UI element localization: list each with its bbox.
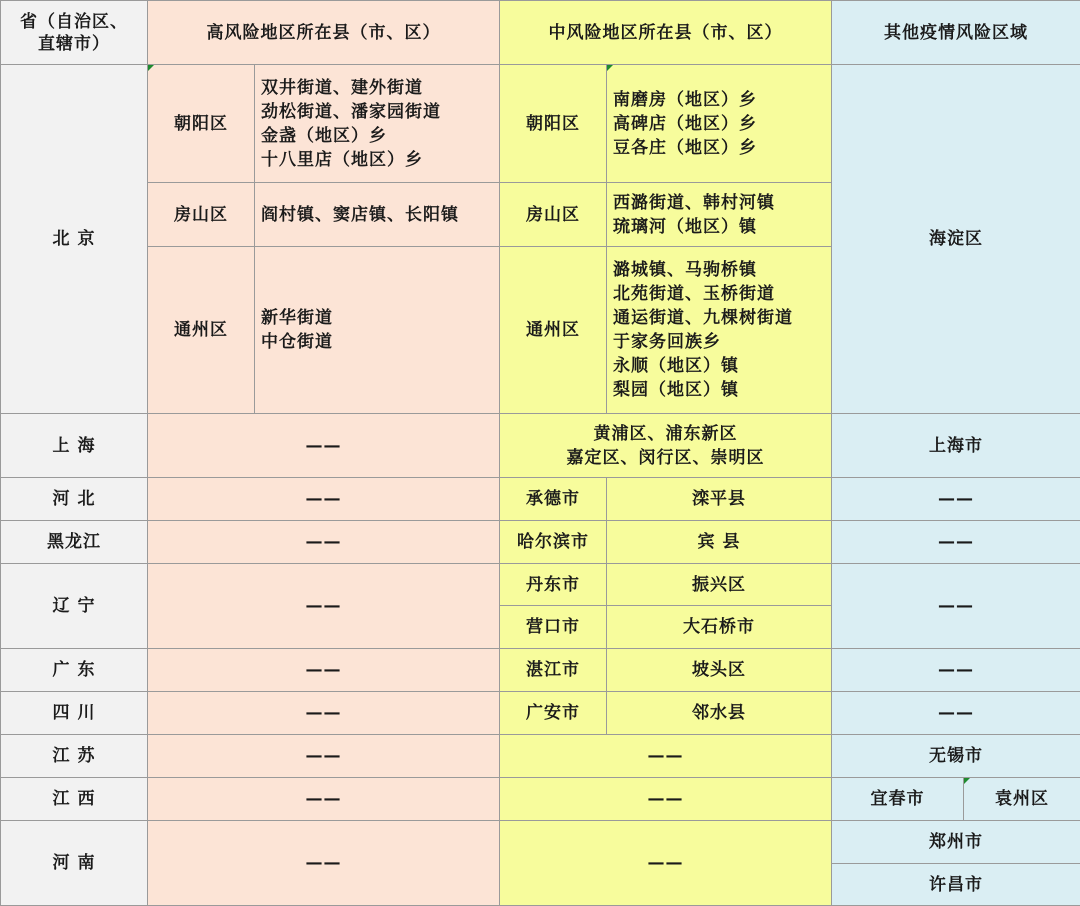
mid-areas: 潞城镇、马驹桥镇 北苑街道、玉桥街道 通运街道、九棵树街道 于家务回族乡 永顺（地区）镇 梨园（地区）镇 [607,247,832,414]
mid-area: 邻水县 [607,692,832,735]
mid-none: —— [500,735,832,778]
high-none: —— [148,692,500,735]
other-jiangsu: 无锡市 [832,735,1080,778]
high-none: —— [148,778,500,821]
other-none: —— [832,564,1080,649]
mid-city: 湛江市 [500,649,607,692]
header-row [1,1,1080,65]
mid-none: —— [500,778,832,821]
mid-areas: 西潞街道、韩村河镇 琉璃河（地区）镇 [607,183,832,247]
header-mid-risk: 中风险地区所在县（市、区） [500,1,832,65]
header-province: 省（自治区、 直辖市） [1,1,148,65]
header-other-risk: 其他疫情风险区域 [832,1,1080,65]
province-heilongjiang: 黑龙江 [1,521,148,564]
high-district: 通州区 [148,247,255,414]
province-guangdong: 广 东 [1,649,148,692]
province-shanghai: 上 海 [1,414,148,478]
other-none: —— [832,478,1080,521]
other-shanghai: 上海市 [832,414,1080,478]
mid-district: 房山区 [500,183,607,247]
high-district: 朝阳区 [148,65,255,183]
mid-district: 朝阳区 [500,65,607,183]
mid-area: 振兴区 [607,564,832,606]
high-areas: 双井街道、建外街道 劲松街道、潘家园街道 金盏（地区）乡 十八里店（地区）乡 [255,65,500,183]
province-jiangxi: 江 西 [1,778,148,821]
other-beijing: 海淀区 [832,65,1080,414]
other-none: —— [832,521,1080,564]
table-row [1,692,1080,735]
province-jiangsu: 江 苏 [1,735,148,778]
table-row [1,649,1080,692]
table-row [1,65,1080,183]
table-row [1,778,1080,821]
other-city: 郑州市 [832,821,1080,864]
other-none: —— [832,692,1080,735]
mid-areas: 南磨房（地区）乡 高碑店（地区）乡 豆各庄（地区）乡 [607,65,832,183]
other-district: 袁州区 [964,778,1080,821]
high-none: —— [148,414,500,478]
table-row [1,564,1080,606]
high-areas: 新华街道 中仓街道 [255,247,500,414]
table-row [1,521,1080,564]
high-none: —— [148,521,500,564]
other-none: —— [832,649,1080,692]
mid-area: 滦平县 [607,478,832,521]
table-row [1,414,1080,478]
mid-city: 哈尔滨市 [500,521,607,564]
mid-city: 营口市 [500,606,607,649]
mid-city: 承德市 [500,478,607,521]
mid-area: 宾 县 [607,521,832,564]
high-areas: 阎村镇、窦店镇、长阳镇 [255,183,500,247]
high-none: —— [148,564,500,649]
province-beijing: 北 京 [1,65,148,414]
other-city: 许昌市 [832,864,1080,906]
high-district: 房山区 [148,183,255,247]
table-row [1,735,1080,778]
province-hebei: 河 北 [1,478,148,521]
high-none: —— [148,649,500,692]
table-row [1,478,1080,521]
province-henan: 河 南 [1,821,148,906]
high-none: —— [148,821,500,906]
high-none: —— [148,478,500,521]
mid-city: 丹东市 [500,564,607,606]
table-row [1,821,1080,864]
mid-city: 广安市 [500,692,607,735]
mid-area: 坡头区 [607,649,832,692]
province-liaoning: 辽 宁 [1,564,148,649]
high-none: —— [148,735,500,778]
mid-area: 大石桥市 [607,606,832,649]
province-sichuan: 四 川 [1,692,148,735]
other-city: 宜春市 [832,778,964,821]
mid-none: —— [500,821,832,906]
header-high-risk: 高风险地区所在县（市、区） [148,1,500,65]
mid-areas: 黄浦区、浦东新区 嘉定区、闵行区、崇明区 [500,414,832,478]
mid-district: 通州区 [500,247,607,414]
